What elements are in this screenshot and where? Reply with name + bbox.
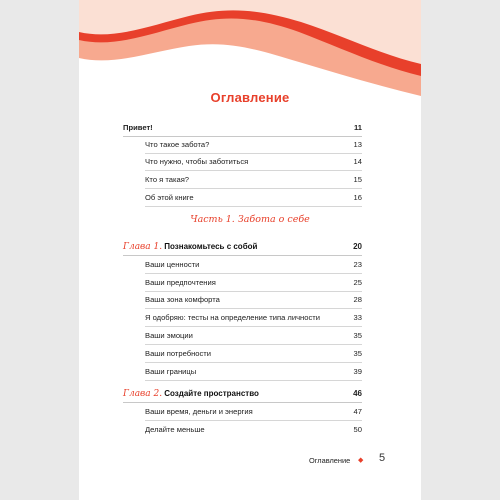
chapter-title: Создайте пространство — [164, 389, 259, 398]
toc-entry-label: Ваши потребности — [145, 349, 212, 358]
toc-entry[interactable] — [145, 190, 362, 206]
divider — [145, 188, 362, 189]
toc-entry-label: Делайте меньше — [145, 425, 205, 434]
toc-entry-page: 47 — [353, 407, 362, 416]
toc-entry-label: Привет! — [123, 123, 153, 132]
toc-entry-page: 13 — [353, 140, 362, 149]
toc-entry-label: Я одобряю: тесты на определение типа личности — [145, 313, 320, 322]
toc-entry-label: Ваши ценности — [145, 260, 200, 269]
part-title: Часть 1. Забота о себе — [190, 214, 310, 225]
divider — [145, 380, 362, 381]
toc-chapter-2[interactable] — [123, 386, 362, 402]
toc-entry[interactable] — [145, 346, 362, 362]
toc-entry[interactable] — [145, 154, 362, 170]
divider — [145, 308, 362, 309]
toc-entry[interactable] — [145, 275, 362, 291]
toc-entry-page: 46 — [353, 389, 362, 398]
toc-entry-label: Ваша зона комфорта — [145, 295, 220, 304]
divider — [145, 362, 362, 363]
toc-entry[interactable] — [145, 404, 362, 420]
toc-entry[interactable] — [145, 422, 362, 438]
toc-entry-page: 50 — [353, 425, 362, 434]
divider — [145, 206, 362, 207]
page-number: 5 — [379, 452, 386, 464]
divider — [123, 402, 362, 403]
toc-entry-label: Ваши эмоции — [145, 331, 193, 340]
toc-entry-page: 33 — [353, 313, 362, 322]
book-page — [79, 0, 421, 500]
toc-entry-label: Ваши предпочтения — [145, 278, 216, 287]
toc-entry-page: 39 — [353, 367, 362, 376]
diamond-icon: ◆ — [358, 457, 364, 464]
toc-entry[interactable] — [145, 257, 362, 273]
toc-entry-label: Ваши границы — [145, 367, 197, 376]
toc-entry-page: 20 — [353, 242, 362, 251]
chapter-prefix: Глава 1. — [123, 242, 163, 252]
divider — [123, 255, 362, 256]
toc-entry-label: Об этой книге — [145, 193, 194, 202]
toc-entry[interactable] — [145, 292, 362, 308]
toc-entry-label: Что нужно, чтобы заботиться — [145, 157, 249, 166]
toc-entry-page: 16 — [353, 193, 362, 202]
divider — [145, 344, 362, 345]
toc-entry-page: 14 — [353, 157, 362, 166]
header-wave-decoration — [79, 0, 421, 100]
toc-entry-page: 35 — [353, 349, 362, 358]
toc-entry[interactable] — [145, 172, 362, 188]
toc-entry-label: Кто я такая? — [145, 175, 190, 184]
toc-entry[interactable] — [145, 364, 362, 380]
toc-title: Оглавление — [210, 90, 290, 105]
toc-entry[interactable] — [145, 137, 362, 153]
toc-entry-page: 15 — [353, 175, 362, 184]
toc-entry-page: 23 — [353, 260, 362, 269]
chapter-title: Познакомьтесь с собой — [164, 242, 258, 251]
chapter-prefix: Глава 2. — [123, 389, 163, 399]
toc-entry-page: 28 — [353, 295, 362, 304]
divider — [145, 273, 362, 274]
toc-entry-page: 35 — [353, 331, 362, 340]
divider — [145, 326, 362, 327]
toc-entry[interactable] — [145, 328, 362, 344]
divider — [145, 170, 362, 171]
toc-entry-page: 25 — [353, 278, 362, 287]
toc-entry-page: 11 — [353, 123, 362, 132]
toc-entry-intro[interactable] — [123, 120, 362, 136]
toc-entry[interactable] — [145, 310, 362, 326]
footer-section-label: Оглавление — [309, 456, 351, 465]
toc-entry-label: Что такое забота? — [145, 140, 210, 149]
toc-chapter-1[interactable] — [123, 239, 362, 255]
toc-entry-label: Ваши время, деньги и энергия — [145, 407, 253, 416]
divider — [145, 420, 362, 421]
